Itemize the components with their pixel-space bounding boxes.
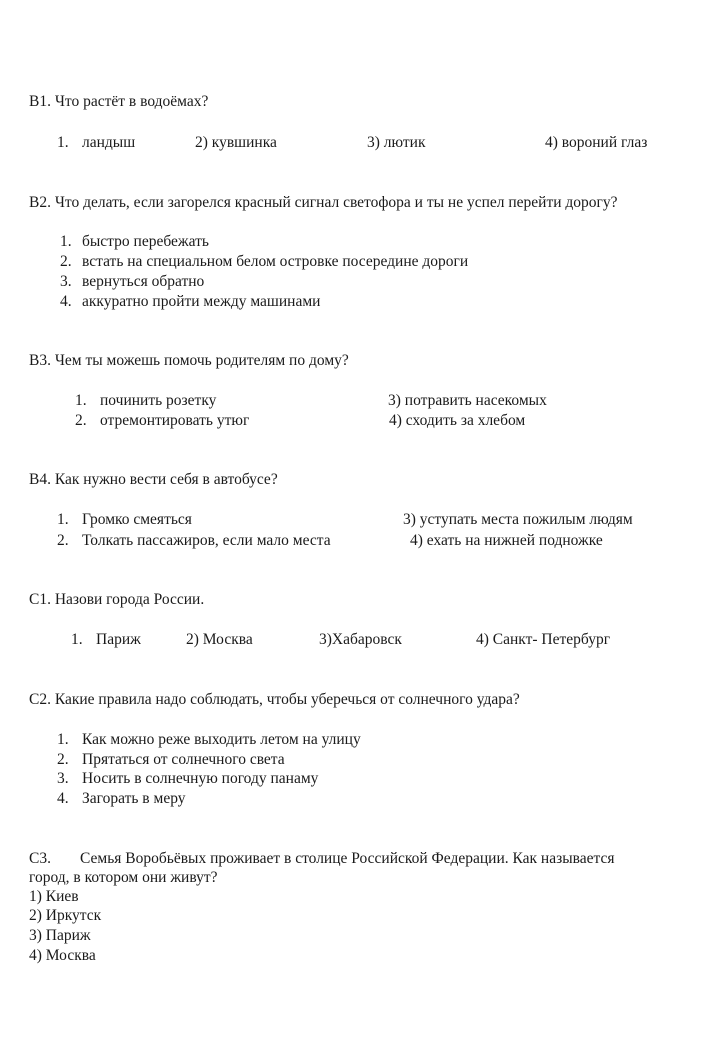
b4-option-3: 3) уступать места пожилым людям — [403, 511, 633, 528]
b2-option-3: вернуться обратно — [82, 273, 205, 290]
b4-option-num: 2. — [57, 532, 69, 549]
b3-option-4: 4) сходить за хлебом — [389, 412, 526, 429]
b2-option-num: 1. — [60, 233, 72, 250]
c1-option-4: 4) Санкт- Петербург — [476, 631, 611, 648]
question-b4: В4. Как нужно вести себя в автобусе? — [29, 471, 278, 488]
b3-option-num: 2. — [75, 412, 87, 429]
c3-option-3: 3) Париж — [29, 927, 91, 944]
question-c3-line2: город, в котором они живут? — [29, 869, 218, 886]
c2-option-num: 2. — [57, 751, 69, 768]
question-b1: В1. Что растёт в водоёмах? — [29, 93, 209, 110]
c2-option-num: 4. — [57, 790, 69, 807]
b1-option-2: 2) кувшинка — [195, 134, 277, 151]
b4-option-4: 4) ехать на нижней подножке — [410, 532, 603, 549]
c2-option-num: 1. — [57, 731, 69, 748]
b3-option-num: 1. — [75, 392, 87, 409]
question-c3-label: С3. — [29, 850, 51, 867]
question-c2: С2. Какие правила надо соблюдать, чтобы уберечься от солнечного удара? — [29, 691, 520, 708]
b1-option-3: 3) лютик — [367, 134, 426, 151]
c3-option-2: 2) Иркутск — [29, 907, 102, 924]
c1-option-1-num: 1. — [71, 631, 83, 648]
b3-option-2: отремонтировать утюг — [100, 412, 250, 429]
b2-option-1: быстро перебежать — [82, 233, 209, 250]
b4-option-num: 1. — [57, 511, 69, 528]
question-b3: В3. Чем ты можешь помочь родителям по дому? — [29, 352, 349, 369]
b1-option-1-num: 1. — [57, 134, 69, 151]
b2-option-num: 2. — [60, 253, 72, 270]
b3-option-3: 3) потравить насекомых — [388, 392, 547, 409]
b1-option-4: 4) вороний глаз — [545, 134, 648, 151]
c3-option-1: 1) Киев — [29, 888, 79, 905]
c3-option-4: 4) Москва — [29, 947, 96, 964]
question-c3-line1: Семья Воробьёвых проживает в столице Российской Федерации. Как называется — [80, 850, 615, 867]
c1-option-1: Париж — [96, 631, 141, 648]
c1-option-3: 3)Хабаровск — [319, 631, 402, 648]
c2-option-2: Прятаться от солнечного света — [82, 751, 285, 768]
c2-option-num: 3. — [57, 770, 69, 787]
b1-option-1: ландыш — [82, 134, 136, 151]
b2-option-2: встать на специальном белом островке посередине дороги — [82, 253, 469, 270]
b2-option-4: аккуратно пройти между машинами — [82, 293, 321, 310]
question-b2: В2. Что делать, если загорелся красный сигнал светофора и ты не успел перейти дорогу? — [29, 194, 618, 211]
b3-option-1: починить розетку — [100, 392, 217, 409]
question-c1: С1. Назови города России. — [29, 591, 205, 608]
c2-option-3: Носить в солнечную погоду панаму — [82, 770, 319, 787]
c2-option-4: Загорать в меру — [82, 790, 186, 807]
b4-option-2: Толкать пассажиров, если мало места — [82, 532, 331, 549]
c2-option-1: Как можно реже выходить летом на улицу — [82, 731, 361, 748]
b2-option-num: 3. — [60, 273, 72, 290]
b2-option-num: 4. — [60, 293, 72, 310]
b4-option-1: Громко смеяться — [82, 511, 192, 528]
c1-option-2: 2) Москва — [186, 631, 253, 648]
